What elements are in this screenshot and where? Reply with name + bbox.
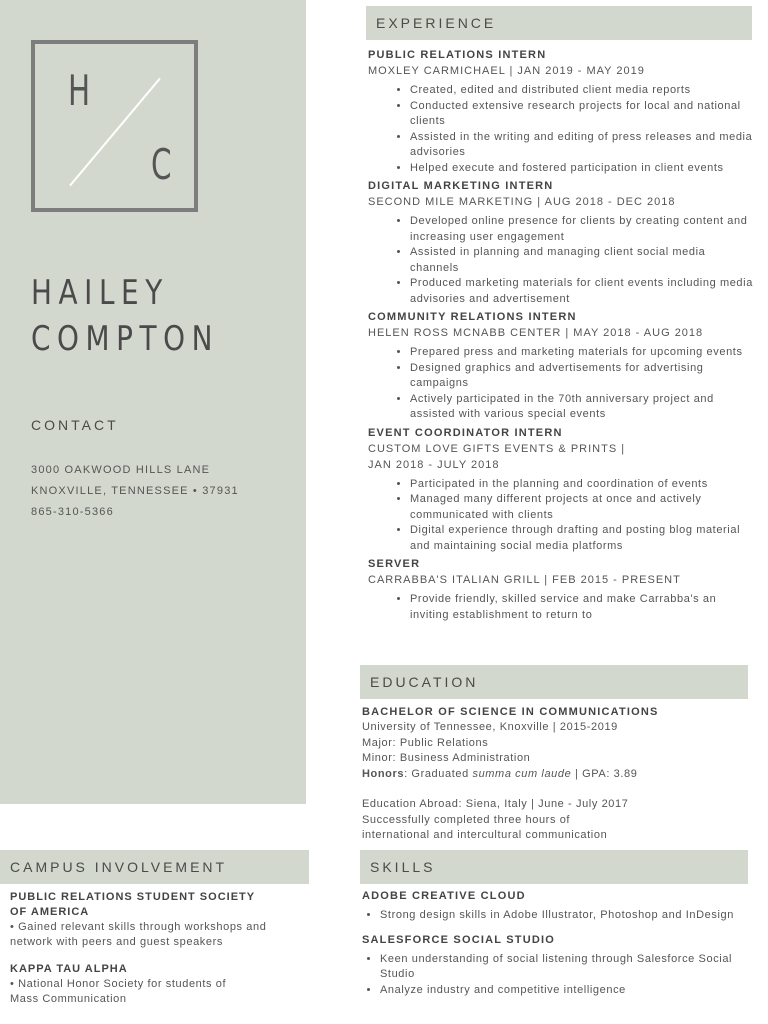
honors-label: Honors xyxy=(362,767,405,780)
contact-heading: CONTACT xyxy=(31,417,119,433)
sidebar xyxy=(0,0,306,804)
job-title: COMMUNITY RELATIONS INTERN xyxy=(368,311,577,323)
skill-group-title: SALESFORCE SOCIAL STUDIO xyxy=(362,933,555,946)
campus-item-text-cont: network with peers and guest speakers xyxy=(10,936,223,948)
campus-item-text: • Gained relevant skills through workshops and xyxy=(10,921,267,933)
job-bullets xyxy=(368,83,754,176)
skill-bullet: • Analyze industry and competitive intelligence xyxy=(380,983,752,999)
campus-heading: CAMPUS INVOLVEMENT xyxy=(0,850,309,884)
honors-pre: : Graduated xyxy=(404,767,473,780)
honors-gpa: | GPA: 3.89 xyxy=(571,767,638,780)
job-entry xyxy=(368,47,754,176)
education-abroad-detail-1: Successfully completed three hours of xyxy=(362,813,571,826)
campus-section xyxy=(10,890,306,1007)
job-entry xyxy=(368,178,754,307)
address-line-1: 3000 OAKWOOD HILLS LANE xyxy=(31,464,211,476)
job-bullet: • Created, edited and distributed client media reports xyxy=(410,83,754,99)
job-bullet: • Provide friendly, skilled service and make Carrabba's an inviting establishment to return to xyxy=(410,592,754,623)
job-title: PUBLIC RELATIONS INTERN xyxy=(368,49,547,61)
phone-number: 865-310-5366 xyxy=(31,506,114,518)
job-bullet: • Managed many different projects at once and actively communicated with clients xyxy=(410,492,754,523)
major: Major: Public Relations xyxy=(362,736,489,749)
education-abroad: Education Abroad: Siena, Italy | June - July 2017 xyxy=(362,798,629,810)
skill-group-title: ADOBE CREATIVE CLOUD xyxy=(362,890,526,902)
job-bullet: • Produced marketing materials for client events including media advisories and advertisement xyxy=(410,276,754,307)
first-name: HAILEY xyxy=(31,273,169,313)
job-bullet: • Conducted extensive research projects for local and national clients xyxy=(410,99,754,130)
job-bullet: • Developed online presence for clients by creating content and increasing user engagement xyxy=(410,214,754,245)
job-bullets xyxy=(368,214,754,307)
job-bullet: • Helped execute and fostered participation in client events xyxy=(410,161,754,177)
skill-group xyxy=(362,932,752,999)
job-bullet: • Actively participated in the 70th anniversary project and assisted with various special events xyxy=(410,392,754,423)
job-entry xyxy=(368,425,754,555)
skills-heading: SKILLS xyxy=(360,850,748,884)
job-title: EVENT COORDINATOR INTERN xyxy=(368,426,563,439)
campus-item-text-cont: Mass Communication xyxy=(10,993,127,1005)
monogram-letter-left: H xyxy=(68,66,91,115)
monogram-logo xyxy=(31,40,198,212)
job-bullet: • Prepared press and marketing materials for upcoming events xyxy=(410,345,754,361)
honors-latin: summa cum laude xyxy=(472,767,572,780)
job-bullets xyxy=(368,345,754,423)
campus-item xyxy=(10,962,306,1007)
skill-bullets xyxy=(362,952,752,999)
job-entry xyxy=(368,556,754,623)
job-bullet: • Assisted in planning and managing client social media channels xyxy=(410,245,754,276)
experience-list xyxy=(368,47,754,625)
job-employer-dates: CARRABBA'S ITALIAN GRILL | FEB 2015 - PRESENT xyxy=(368,574,681,586)
school-dates: University of Tennessee, Knoxville | 2015-2019 xyxy=(362,721,618,733)
job-bullet: • Participated in the planning and coordination of events xyxy=(410,477,754,493)
job-title: SERVER xyxy=(368,558,421,570)
job-employer-dates: HELEN ROSS MCNABB CENTER | MAY 2018 - AUG 2018 xyxy=(368,327,704,339)
campus-item-title: KAPPA TAU ALPHA xyxy=(10,963,128,975)
job-entry xyxy=(368,309,754,423)
job-dates: JAN 2018 - JULY 2018 xyxy=(368,458,500,471)
skill-bullets xyxy=(362,908,752,924)
minor: Minor: Business Administration xyxy=(362,752,531,764)
education-section xyxy=(362,704,748,844)
job-bullets xyxy=(368,477,754,555)
job-bullet: • Assisted in the writing and editing of press releases and media advisories xyxy=(410,130,754,161)
campus-item xyxy=(10,890,306,950)
campus-item-title-cont: OF AMERICA xyxy=(10,906,90,918)
person-name xyxy=(31,270,219,362)
skill-bullet: • Strong design skills in Adobe Illustrator, Photoshop and InDesign xyxy=(380,908,752,924)
experience-heading: EXPERIENCE xyxy=(366,6,752,40)
skills-section xyxy=(362,888,752,1006)
education-heading: EDUCATION xyxy=(360,665,748,699)
skill-bullet: • Keen understanding of social listening through Salesforce Social Studio xyxy=(380,952,752,983)
job-bullets xyxy=(368,592,754,623)
job-employer: CUSTOM LOVE GIFTS EVENTS & PRINTS | xyxy=(368,442,626,455)
skill-group xyxy=(362,888,752,924)
job-bullet: • Designed graphics and advertisements for advertising campaigns xyxy=(410,361,754,392)
campus-item-text: • National Honor Society for students of xyxy=(10,978,227,990)
job-bullet: • Digital experience through drafting and posting blog material and maintaining social media platforms xyxy=(410,523,754,554)
address-line-2: KNOXVILLE, TENNESSEE • 37931 xyxy=(31,485,239,497)
last-name: COMPTON xyxy=(31,319,220,359)
honors-line xyxy=(362,767,748,783)
campus-item-title: PUBLIC RELATIONS STUDENT SOCIETY xyxy=(10,891,256,903)
education-abroad-detail-2: international and intercultural communication xyxy=(362,829,608,841)
job-employer-dates: SECOND MILE MARKETING | AUG 2018 - DEC 2018 xyxy=(368,196,676,208)
monogram-letter-right: C xyxy=(151,140,172,189)
job-title: DIGITAL MARKETING INTERN xyxy=(368,180,554,192)
contact-details xyxy=(31,460,239,523)
job-employer-dates: MOXLEY CARMICHAEL | JAN 2019 - MAY 2019 xyxy=(368,65,645,77)
degree-title: BACHELOR OF SCIENCE IN COMMUNICATIONS xyxy=(362,706,659,718)
